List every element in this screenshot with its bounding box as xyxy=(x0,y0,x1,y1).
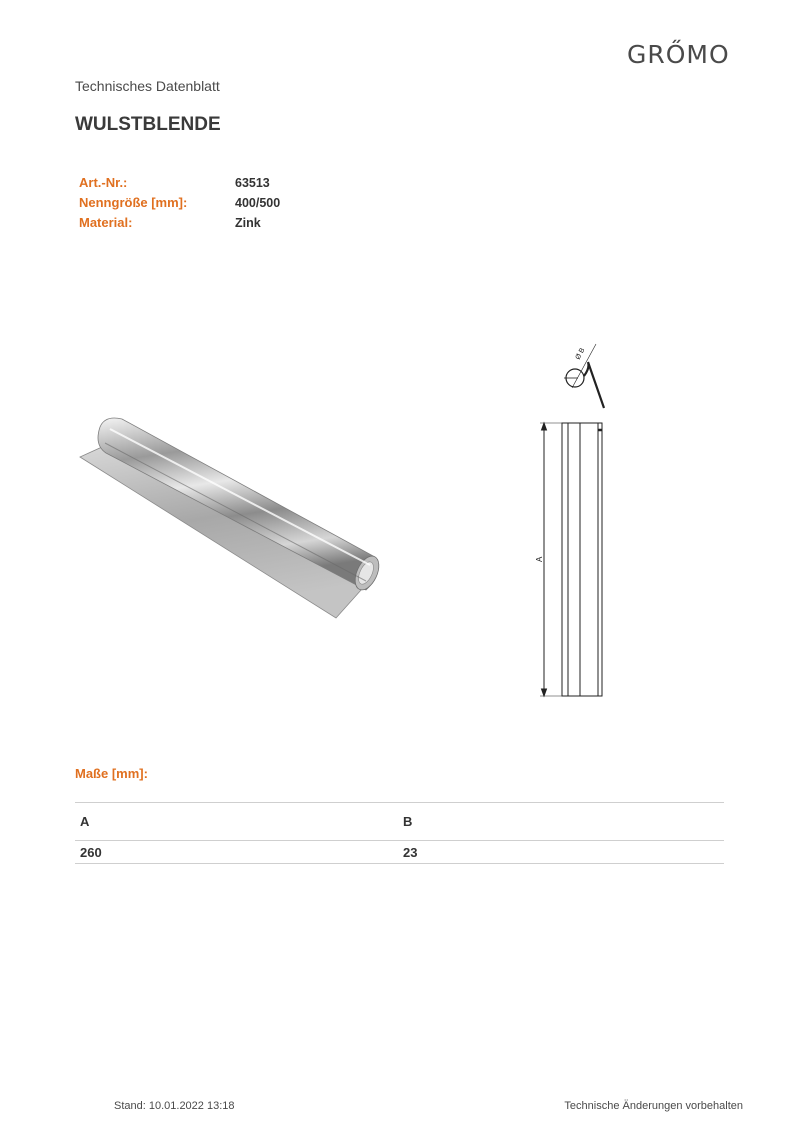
table-row xyxy=(75,841,724,864)
spec-label: Art.-Nr.: xyxy=(79,175,128,190)
spec-row-article-number xyxy=(79,173,280,193)
dimensions-table xyxy=(75,802,724,864)
cell-value-b: 23 xyxy=(403,844,418,860)
dimensions-heading: Maße [mm]: xyxy=(75,766,148,781)
spec-label: Nenngröße [mm]: xyxy=(79,195,188,210)
document-type: Technisches Datenblatt xyxy=(75,78,220,94)
footer-notice: Technische Änderungen vorbehalten xyxy=(564,1100,743,1112)
spec-value: 400/500 xyxy=(235,196,281,210)
dimension-label-a: A xyxy=(535,556,544,562)
side-view xyxy=(540,423,602,696)
page-title: WULSTBLENDE xyxy=(75,114,221,135)
spec-value: 63513 xyxy=(235,176,270,190)
cell-value-a: 260 xyxy=(80,844,102,860)
spec-row-material xyxy=(79,213,280,233)
column-header-a: A xyxy=(80,814,90,829)
spec-label: Material: xyxy=(79,215,133,230)
spec-row-nominal-size xyxy=(79,193,280,213)
column-header-b: B xyxy=(403,814,413,829)
footer-stand: Stand: 10.01.2022 13:18 xyxy=(114,1100,235,1112)
technical-drawing xyxy=(520,330,640,710)
product-image xyxy=(70,405,390,625)
logo-wordmark: GRŐMO xyxy=(627,40,730,69)
brand-logo xyxy=(627,40,767,72)
table-header-row xyxy=(75,803,724,841)
spec-value: Zink xyxy=(235,216,261,230)
dimension-label-b: Ø B xyxy=(574,347,587,361)
spec-list xyxy=(79,173,280,233)
